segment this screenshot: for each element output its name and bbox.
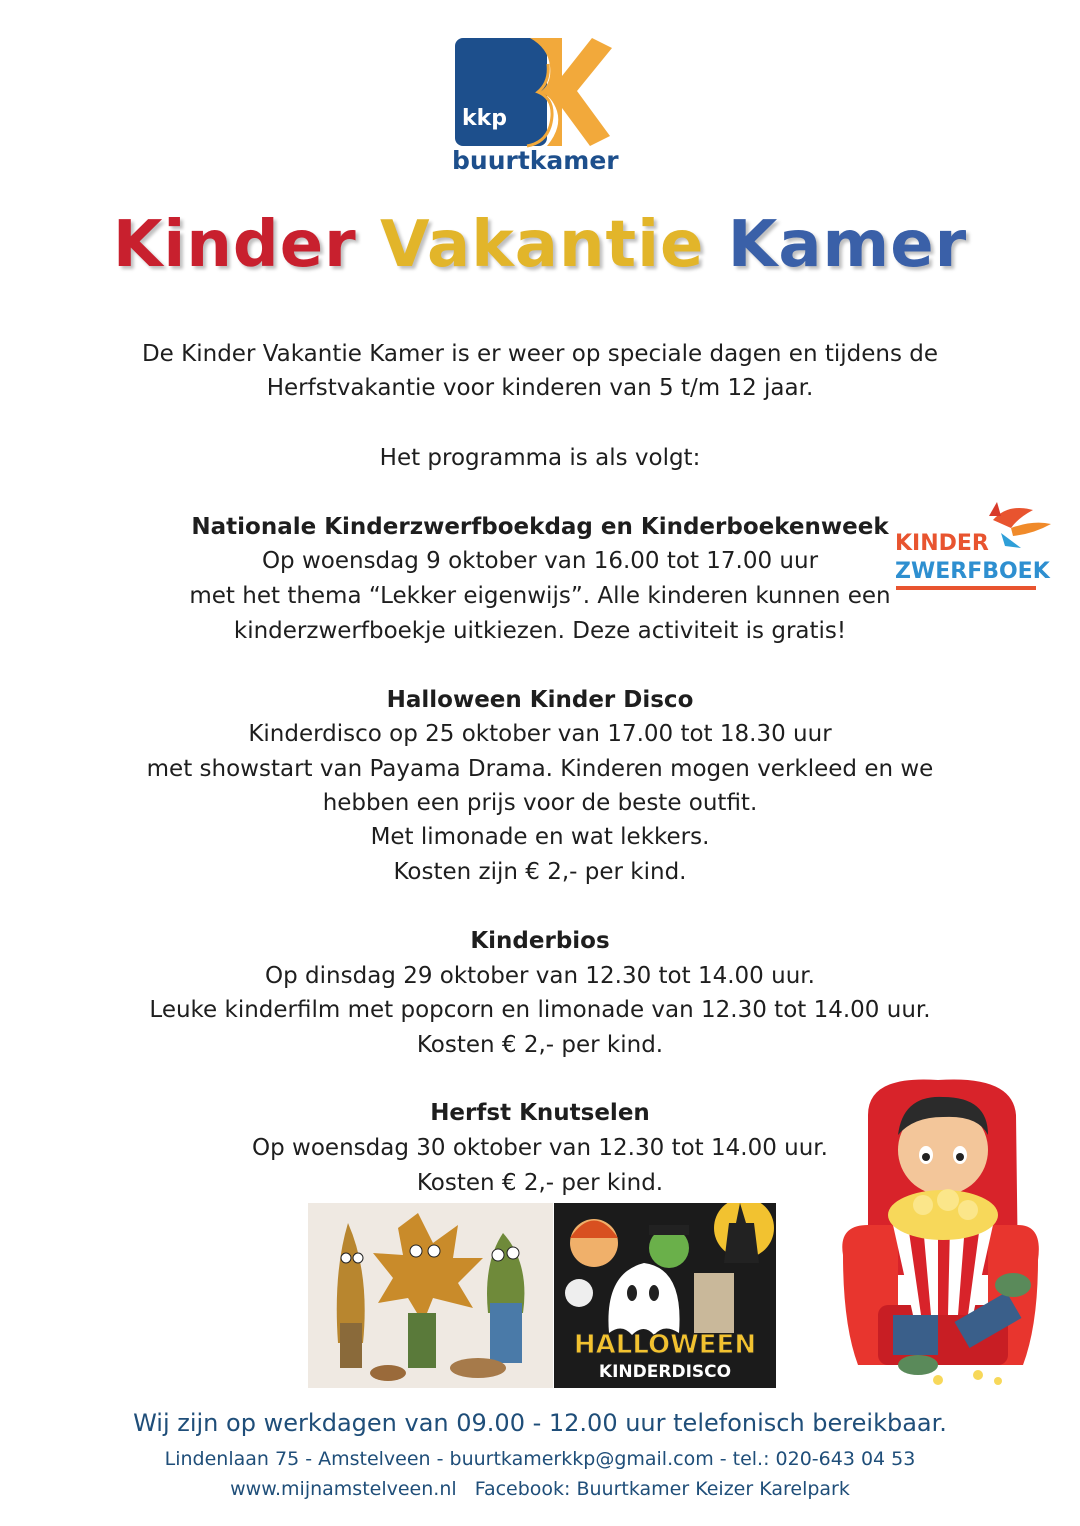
event-line: Kinderdisco op 25 oktober van 17.00 tot 18.30 uur (248, 721, 832, 747)
zwerfboek-line-1: KINDER (895, 531, 989, 556)
logo-wordmark: kkp (462, 106, 508, 131)
event-line: Leuke kinderfilm met popcorn en limonade van 12.30 tot 14.00 uur. (149, 997, 931, 1023)
bird-icon (893, 498, 1053, 598)
halloween-title: HALLOWEEN (573, 1330, 757, 1360)
event-line: Kosten zijn € 2,- per kind. (393, 859, 687, 885)
event-line: Kosten € 2,- per kind. (416, 1170, 664, 1196)
event-line: met showstart van Payama Drama. Kinderen mogen verkleed en we (146, 756, 934, 782)
footer-web: www.mijnamstelveen.nl Facebook: Buurtkamer Keizer Karelpark (230, 1478, 850, 1500)
footer-address: Lindenlaan 75 - Amstelveen - buurtkamerkkp@gmail.com - tel.: 020-643 04 53 (164, 1448, 916, 1470)
leaf-craft-photo (308, 1203, 553, 1388)
event-line: hebben een prijs voor de beste outfit. (322, 790, 758, 816)
event-heading-kinderbios: Kinderbios (470, 928, 610, 954)
page-title (0, 205, 1080, 285)
kinderzwerfboek-logo (893, 498, 1053, 598)
title-word-vakantie: Vakantie (379, 208, 705, 282)
kkp-buurtkamer-logo (452, 36, 617, 186)
event-line: Kosten € 2,- per kind. (416, 1032, 664, 1058)
event-heading-kinderzwerfboekdag: Nationale Kinderzwerfboekdag en Kinderboekenweek (191, 514, 889, 540)
event-line: Op woensdag 9 oktober van 16.00 tot 17.00 uur (261, 548, 819, 574)
event-line: met het thema “Lekker eigenwijs”. Alle kinderen kunnen een (189, 583, 891, 609)
popcorn-child-illustration (838, 1075, 1048, 1390)
logo-name: buurtkamer (452, 146, 619, 175)
title-word-kamer: Kamer (727, 208, 968, 282)
footer-phone-hours: Wij zijn op werkdagen van 09.00 - 12.00 uur telefonisch bereikbaar. (133, 1409, 947, 1437)
leaf-figures-icon (308, 1203, 553, 1388)
intro-line-1: De Kinder Vakantie Kamer is er weer op speciale dagen en tijdens de (141, 341, 939, 367)
halloween-kinderdisco-image (554, 1203, 776, 1388)
halloween-subtitle: KINDERDISCO (598, 1362, 732, 1382)
popcorn-chair-icon (838, 1075, 1048, 1390)
program-intro: Het programma is als volgt: (379, 445, 701, 471)
title-word-kinder: Kinder (112, 208, 357, 282)
event-heading-halloween-disco: Halloween Kinder Disco (386, 687, 694, 713)
intro-line-2: Herfstvakantie voor kinderen van 5 t/m 12 jaar. (266, 375, 814, 401)
event-line: Met limonade en wat lekkers. (370, 824, 710, 850)
halloween-characters-icon (554, 1203, 776, 1388)
zwerfboek-line-2: ZWERFBOEK (895, 559, 1050, 584)
event-line: Op dinsdag 29 oktober van 12.30 tot 14.00 uur. (265, 963, 815, 989)
event-line: kinderzwerfboekje uitkiezen. Deze activiteit is gratis! (233, 618, 847, 644)
event-line: Op woensdag 30 oktober van 12.30 tot 14.00 uur. (252, 1135, 828, 1161)
event-heading-herfst-knutselen: Herfst Knutselen (430, 1100, 650, 1126)
